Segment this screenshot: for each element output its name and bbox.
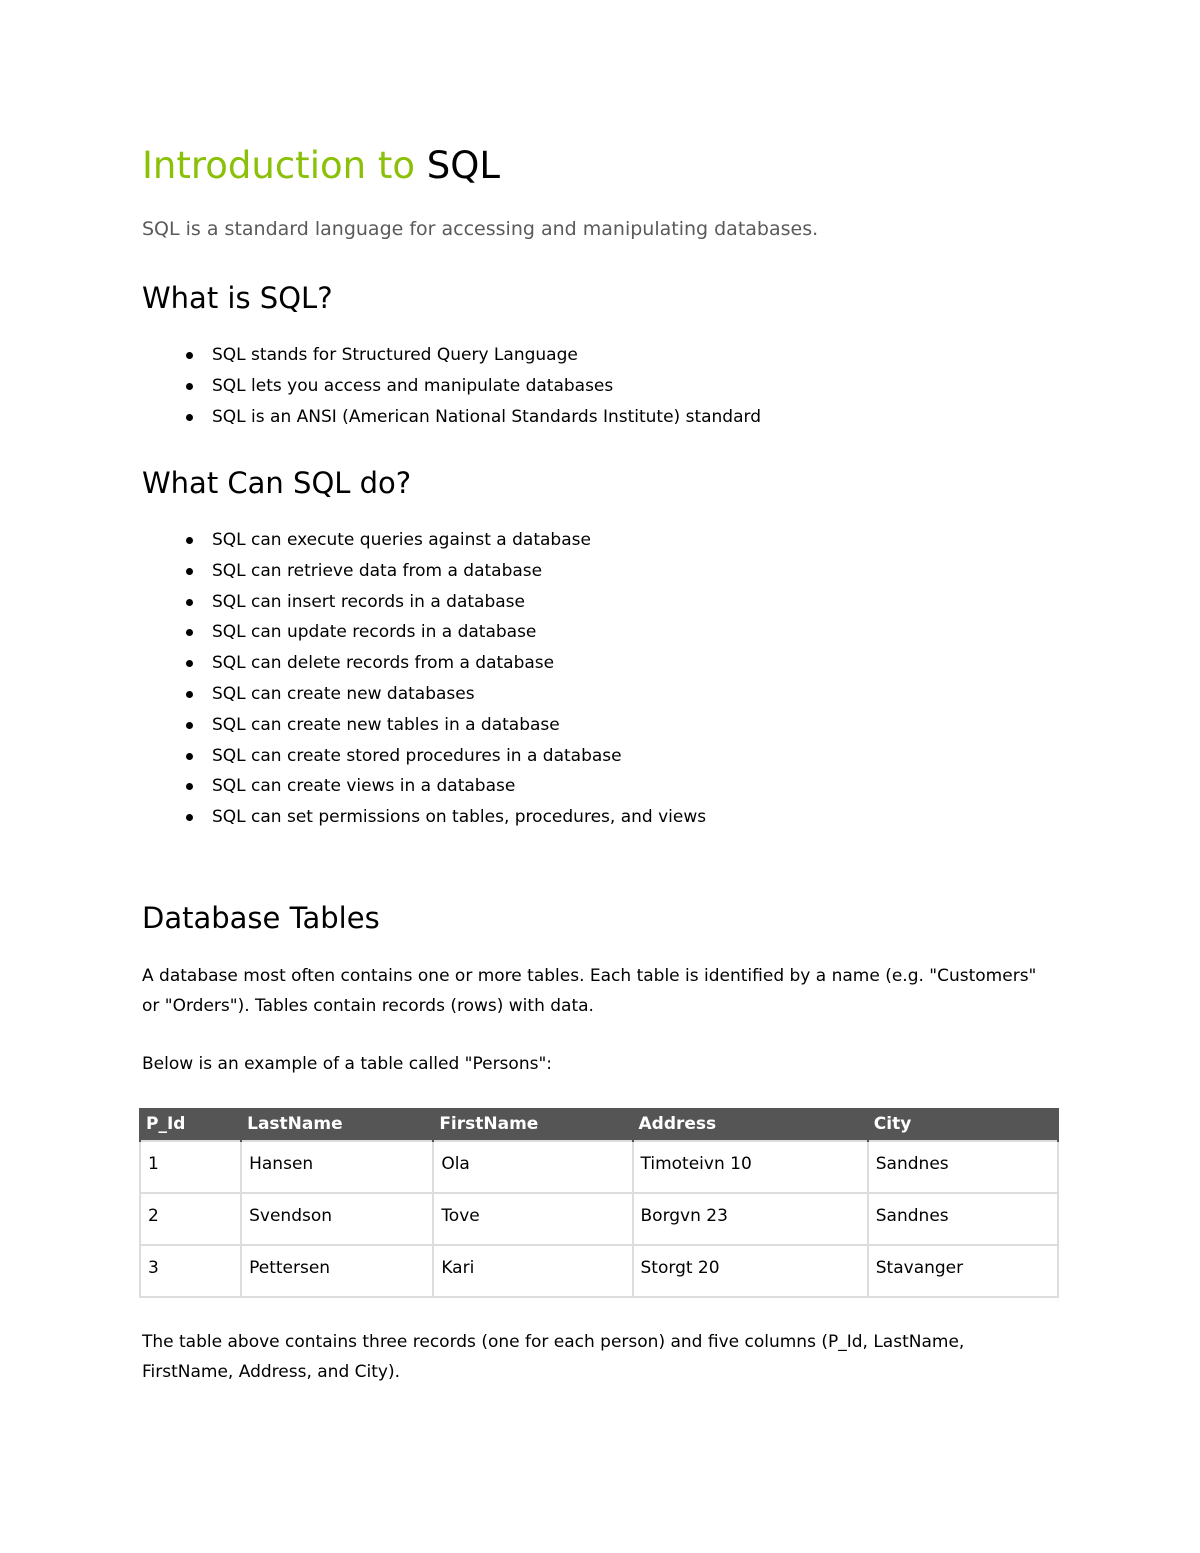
table-cell: Storgt 20	[633, 1245, 868, 1297]
bullet-icon	[186, 352, 193, 359]
table-cell: Sandnes	[868, 1193, 1058, 1245]
table-cell: 2	[140, 1193, 241, 1245]
table-cell: 1	[140, 1141, 241, 1193]
example-intro: Below is an example of a table called "Persons":	[142, 1054, 552, 1074]
bullet-icon	[186, 537, 193, 544]
what-can-list	[142, 525, 706, 833]
list-item: SQL can create new tables in a database	[142, 710, 706, 741]
table-row	[140, 1245, 1058, 1297]
title-rest: SQL	[426, 144, 500, 187]
list-item: SQL can create new databases	[142, 679, 706, 710]
column-header: P_Id	[140, 1108, 241, 1141]
bullet-icon	[186, 814, 193, 821]
list-item: SQL can create stored procedures in a database	[142, 741, 706, 772]
column-header: LastName	[241, 1108, 433, 1141]
table-row	[140, 1141, 1058, 1193]
bullet-icon	[186, 383, 193, 390]
table-cell: Hansen	[241, 1141, 433, 1193]
what-can-heading: What Can SQL do?	[142, 466, 412, 500]
list-item: SQL can retrieve data from a database	[142, 556, 706, 587]
table-cell: Pettersen	[241, 1245, 433, 1297]
tables-paragraph: A database most often contains one or more tables. Each table is identified by a name (e.g. "Customers" or "Orders"). Tables contain records (rows) with data.	[142, 966, 1037, 1016]
page-title	[142, 143, 500, 189]
list-item: SQL can insert records in a database	[142, 587, 706, 618]
table-cell: Sandnes	[868, 1141, 1058, 1193]
bullet-icon	[186, 599, 193, 606]
table-cell: Stavanger	[868, 1245, 1058, 1297]
table-header-row	[140, 1108, 1058, 1141]
list-item: SQL can execute queries against a database	[142, 525, 706, 556]
bullet-icon	[186, 660, 193, 667]
bullet-icon	[186, 753, 193, 760]
bullet-icon	[186, 783, 193, 790]
table-cell: 3	[140, 1245, 241, 1297]
bullet-icon	[186, 568, 193, 575]
list-item: SQL can create views in a database	[142, 771, 706, 802]
list-item: SQL lets you access and manipulate databases	[142, 371, 761, 402]
table-cell: Borgvn 23	[633, 1193, 868, 1245]
what-is-heading: What is SQL?	[142, 281, 333, 315]
table-cell: Svendson	[241, 1193, 433, 1245]
bullet-icon	[186, 691, 193, 698]
column-header: City	[868, 1108, 1058, 1141]
list-item: SQL stands for Structured Query Language	[142, 340, 761, 371]
bullet-icon	[186, 722, 193, 729]
table-cell: Timoteivn 10	[633, 1141, 868, 1193]
table-cell: Kari	[433, 1245, 632, 1297]
title-accent: Introduction to	[142, 144, 415, 187]
list-item: SQL can set permissions on tables, procedures, and views	[142, 802, 706, 833]
list-item: SQL is an ANSI (American National Standards Institute) standard	[142, 402, 761, 433]
table-cell: Tove	[433, 1193, 632, 1245]
database-tables-heading: Database Tables	[142, 901, 380, 935]
column-header: FirstName	[433, 1108, 632, 1141]
table-summary: The table above contains three records (one for each person) and five columns (P_Id, LastName, FirstName, Address, and City).	[142, 1332, 965, 1382]
persons-table	[139, 1108, 1059, 1298]
column-header: Address	[633, 1108, 868, 1141]
table-cell: Ola	[433, 1141, 632, 1193]
what-is-list	[142, 340, 761, 432]
list-item: SQL can update records in a database	[142, 617, 706, 648]
table-row	[140, 1193, 1058, 1245]
bullet-icon	[186, 629, 193, 636]
list-item: SQL can delete records from a database	[142, 648, 706, 679]
bullet-icon	[186, 414, 193, 421]
intro-text: SQL is a standard language for accessing and manipulating databases.	[142, 218, 819, 240]
